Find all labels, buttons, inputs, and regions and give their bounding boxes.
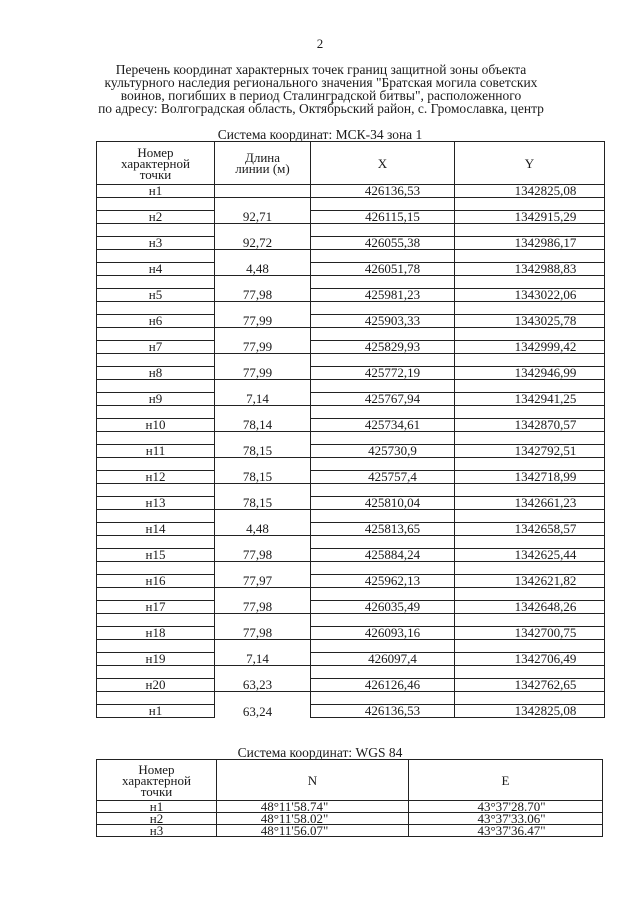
heading-line: Перечень координат характерных точек границ защитной зоны объекта: [115, 62, 527, 77]
line-length: 7,14: [215, 640, 311, 666]
table-row: [97, 601, 605, 614]
wgs-table-body: [97, 801, 603, 837]
point-x: 426136,53: [311, 705, 455, 718]
table-row: [97, 185, 605, 198]
point-y: 1342941,25: [455, 393, 605, 406]
point-y: 1342946,99: [455, 367, 605, 380]
wgs-coordinates-table: [96, 759, 603, 837]
table-header-row: [97, 142, 605, 185]
heading-line: культурного наследия регионального значения "Братская могила советских: [104, 75, 538, 90]
table-row: [97, 289, 605, 302]
point-y: 1342706,49: [455, 653, 605, 666]
heading-line: воинов, погибших в период Сталинградской битвы", расположенного: [120, 88, 522, 103]
point-y: 1343022,06: [455, 289, 605, 302]
point-x: 426136,53: [311, 185, 455, 198]
point-id: н5: [97, 289, 215, 302]
point-id: н12: [97, 471, 215, 484]
point-id: н1: [97, 705, 215, 718]
point-id: н2: [97, 211, 215, 224]
point-id: н8: [97, 367, 215, 380]
point-e: 43°37'36.47": [409, 825, 603, 837]
line-length: 4,48: [215, 250, 311, 276]
table-row: [97, 315, 605, 328]
point-y: 1342825,08: [455, 185, 605, 198]
point-y: 1342700,75: [455, 627, 605, 640]
point-y: 1342762,65: [455, 679, 605, 692]
point-y: 1343025,78: [455, 315, 605, 328]
line-length: 4,48: [215, 510, 311, 536]
table-row: [97, 237, 605, 250]
point-id: н19: [97, 653, 215, 666]
line-length: 63,24: [215, 692, 311, 718]
line-length: 77,98: [215, 588, 311, 614]
table-row: [97, 825, 603, 837]
point-x: 426126,46: [311, 679, 455, 692]
table-header-row: [97, 760, 603, 801]
point-y: 1342661,23: [455, 497, 605, 510]
point-id: н7: [97, 341, 215, 354]
point-x: 426051,78: [311, 263, 455, 276]
msk-table-body: [97, 185, 605, 718]
header-point-number: Номер характерной точки: [97, 760, 217, 801]
document-heading: [96, 63, 546, 115]
point-id: н18: [97, 627, 215, 640]
point-id: н2: [97, 813, 217, 825]
point-n: 48°11'58.02": [217, 813, 409, 825]
point-y: 1342718,99: [455, 471, 605, 484]
point-x: 425810,04: [311, 497, 455, 510]
header-x: X: [311, 142, 455, 185]
point-id: н4: [97, 263, 215, 276]
table-row: [97, 627, 605, 640]
point-x: 425767,94: [311, 393, 455, 406]
table-row: [97, 263, 605, 276]
header-line-length: Длина линии (м): [215, 142, 311, 185]
point-y: 1342988,83: [455, 263, 605, 276]
table-row: [97, 393, 605, 406]
line-length: 92,72: [215, 224, 311, 250]
point-y: 1342825,08: [455, 705, 605, 718]
point-id: н17: [97, 601, 215, 614]
line-length: 78,15: [215, 484, 311, 510]
msk-table-caption: Система координат: МСК-34 зона 1: [217, 127, 423, 142]
point-y: 1342648,26: [455, 601, 605, 614]
point-y: 1342915,29: [455, 211, 605, 224]
point-x: 426115,15: [311, 211, 455, 224]
table-row: [97, 575, 605, 588]
point-y: 1342870,57: [455, 419, 605, 432]
point-id: н1: [97, 801, 217, 813]
line-length: 7,14: [215, 380, 311, 406]
point-x: 425730,9: [311, 445, 455, 458]
point-y: 1342792,51: [455, 445, 605, 458]
point-x: 425772,19: [311, 367, 455, 380]
table-row: [97, 679, 605, 692]
line-length: 78,15: [215, 458, 311, 484]
point-x: 426093,16: [311, 627, 455, 640]
header-y: Y: [455, 142, 605, 185]
heading-line: по адресу: Волгоградская область, Октябрьский район, с. Громославка, центр: [98, 101, 544, 116]
table-row: [97, 653, 605, 666]
point-x: 425962,13: [311, 575, 455, 588]
point-x: 426097,4: [311, 653, 455, 666]
point-x: 425884,24: [311, 549, 455, 562]
point-x: 426035,49: [311, 601, 455, 614]
point-id: н13: [97, 497, 215, 510]
point-n: 48°11'58.74": [217, 801, 409, 813]
point-x: 425757,4: [311, 471, 455, 484]
point-y: 1342658,57: [455, 523, 605, 536]
point-id: н14: [97, 523, 215, 536]
line-length: 77,99: [215, 354, 311, 380]
line-length: 92,71: [215, 198, 311, 224]
point-x: 426055,38: [311, 237, 455, 250]
point-x: 425813,65: [311, 523, 455, 536]
point-y: 1342621,82: [455, 575, 605, 588]
line-length: 77,98: [215, 614, 311, 640]
point-id: н16: [97, 575, 215, 588]
table-row: [97, 445, 605, 458]
table-row: [97, 497, 605, 510]
point-id: н15: [97, 549, 215, 562]
msk-coordinates-table: [96, 141, 605, 718]
table-row: [97, 705, 605, 718]
point-x: 425981,23: [311, 289, 455, 302]
table-row: [97, 211, 605, 224]
header-e: E: [409, 760, 603, 801]
point-x: 425829,93: [311, 341, 455, 354]
table-row: [97, 341, 605, 354]
point-x: 425734,61: [311, 419, 455, 432]
point-id: н20: [97, 679, 215, 692]
wgs-table-caption: Система координат: WGS 84: [237, 745, 403, 760]
line-length: 77,98: [215, 536, 311, 562]
point-n: 48°11'56.07": [217, 825, 409, 837]
table-row: [97, 549, 605, 562]
point-y: 1342986,17: [455, 237, 605, 250]
table-row: [97, 471, 605, 484]
line-length: 77,99: [215, 328, 311, 354]
point-id: н3: [97, 237, 215, 250]
line-length: 77,98: [215, 276, 311, 302]
line-length: 77,99: [215, 302, 311, 328]
point-id: н6: [97, 315, 215, 328]
point-e: 43°37'28.70": [409, 801, 603, 813]
point-id: н10: [97, 419, 215, 432]
header-n: N: [217, 760, 409, 801]
line-length: 77,97: [215, 562, 311, 588]
line-length: 78,15: [215, 432, 311, 458]
point-e: 43°37'33.06": [409, 813, 603, 825]
header-point-number: Номер характерной точки: [97, 142, 215, 185]
length-empty: [215, 185, 311, 198]
line-length: 63,23: [215, 666, 311, 692]
line-length: 78,14: [215, 406, 311, 432]
table-row: [97, 419, 605, 432]
point-id: н9: [97, 393, 215, 406]
point-id: н1: [97, 185, 215, 198]
point-y: 1342999,42: [455, 341, 605, 354]
point-id: н3: [97, 825, 217, 837]
point-x: 425903,33: [311, 315, 455, 328]
table-row: [97, 523, 605, 536]
point-id: н11: [97, 445, 215, 458]
page-number: 2: [316, 36, 324, 51]
table-row: [97, 367, 605, 380]
point-y: 1342625,44: [455, 549, 605, 562]
